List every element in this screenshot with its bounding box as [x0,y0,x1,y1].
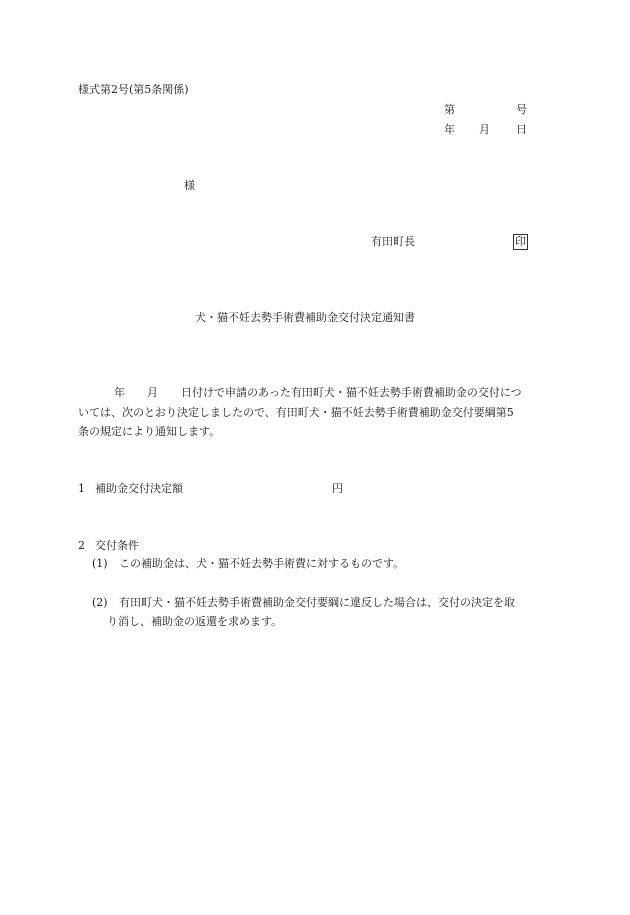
date-year: 年 [444,123,455,136]
body-text-line-1: 日付けで申請のあった有田町犬・猫不妊去勢手術費補助金の交付につ [181,386,522,399]
condition-2-text-line-2: り消し、補助金の返還を求めます。 [107,615,283,628]
condition-1-text: この補助金は、犬・猫不妊去勢手術費に対するものです。 [119,557,405,570]
body-month: 月 [147,386,158,399]
document-title: 犬・猫不妊去勢手術費補助金交付決定通知書 [195,311,415,324]
issuer-name: 有田町長 [371,235,415,248]
document-number-suffix: 号 [516,103,527,116]
section-1-unit: 円 [332,482,343,495]
seal-mark [513,234,528,250]
body-year: 年 [114,386,125,399]
condition-2-text-line-1: 有田町犬・猫不妊去勢手術費補助金交付要綱に違反した場合は、交付の決定を取 [119,596,515,609]
addressee-suffix: 様 [184,179,195,192]
document-number-prefix: 第 [444,103,455,116]
section-1-number: 1 [78,482,85,495]
condition-2-marker: (2) [92,596,108,609]
date-month: 月 [479,123,490,136]
body-text-line-2: いては、次のとおり決定しましたので、有田町犬・猫不妊去勢手術費補助金交付要綱第5 [78,406,514,419]
section-2-number: 2 [78,539,85,552]
condition-1-marker: (1) [92,557,108,570]
form-label: 様式第2号(第5条関係) [78,83,189,96]
body-text-line-3: 条の規定により通知します。 [78,425,221,438]
section-1-label: 補助金交付決定額 [95,482,183,495]
seal-label: 印 [515,235,526,248]
date-day: 日 [516,123,527,136]
section-2-label: 交付条件 [95,539,139,552]
